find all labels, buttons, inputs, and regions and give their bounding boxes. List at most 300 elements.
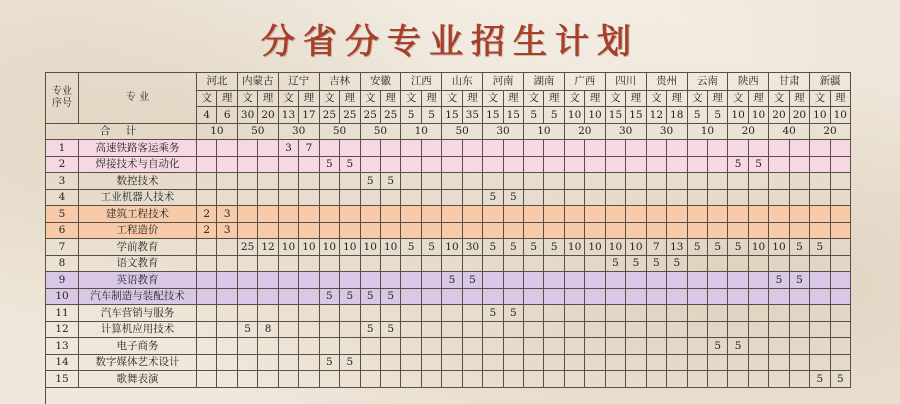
quota-cell [728,272,748,289]
quota-cell [524,355,544,372]
science-label: 理 [463,91,483,107]
quota-cell: 5 [728,157,748,174]
quota-cell: 5 [340,289,360,306]
quota-cell [279,355,299,372]
science-label: 理 [544,91,564,107]
quota-cell [320,305,340,322]
quota-cell [831,272,851,289]
quota-cell [544,305,564,322]
science-quota: 10 [585,107,605,124]
quota-cell [422,140,442,157]
quota-cell [790,223,810,240]
quota-cell [544,272,564,289]
quota-cell [217,140,237,157]
quota-cell [524,157,544,174]
quota-cell [749,256,769,273]
quota-cell: 5 [647,256,667,273]
quota-cell [483,157,503,174]
quota-cell [279,322,299,339]
quota-cell [401,223,421,240]
quota-cell [463,338,483,355]
quota-cell [626,157,646,174]
quota-cell [667,173,687,190]
quota-cell [340,338,360,355]
quota-cell [769,322,789,339]
province-name: 山东 [442,73,483,91]
science-label: 理 [422,91,442,107]
arts-quota: 13 [279,107,299,124]
quota-cell [238,289,258,306]
major-index: 13 [46,338,79,355]
quota-cell: 5 [769,272,789,289]
quota-cell [524,371,544,388]
quota-cell [606,338,626,355]
major-index: 8 [46,256,79,273]
quota-cell [422,289,442,306]
quota-cell [320,206,340,223]
quota-cell [279,173,299,190]
science-quota: 5 [422,107,442,124]
province-name: 四川 [606,73,647,91]
science-label: 理 [708,91,728,107]
quota-cell [667,355,687,372]
quota-cell [769,256,789,273]
science-label: 理 [381,91,401,107]
quota-cell [197,173,217,190]
quota-cell [217,157,237,174]
quota-cell [524,272,544,289]
arts-quota: 30 [238,107,258,124]
quota-cell: 5 [749,157,769,174]
quota-cell [688,256,708,273]
quota-cell [831,305,851,322]
quota-cell [217,305,237,322]
quota-cell [524,289,544,306]
quota-cell [504,256,524,273]
quota-cell [197,190,217,207]
province-name: 广西 [565,73,606,91]
quota-cell [606,190,626,207]
quota-cell [401,338,421,355]
quota-cell [279,371,299,388]
quota-cell [340,173,360,190]
quota-cell [647,289,667,306]
quota-cell [442,355,462,372]
quota-cell: 10 [381,239,401,256]
quota-cell [361,371,381,388]
quota-cell: 5 [320,289,340,306]
science-quota: 10 [749,107,769,124]
quota-cell: 5 [483,305,503,322]
quota-cell [769,140,789,157]
province-total: 30 [279,124,320,141]
quota-cell [647,305,667,322]
quota-cell [688,272,708,289]
quota-cell [422,256,442,273]
quota-cell [831,223,851,240]
quota-cell [340,371,360,388]
total-label: 合 计 [46,124,197,141]
quota-cell [381,206,401,223]
quota-cell [810,322,830,339]
science-quota: 25 [381,107,401,124]
quota-cell [320,371,340,388]
province-name: 陕西 [728,73,769,91]
quota-cell [422,206,442,223]
quota-cell: 5 [708,239,728,256]
quota-cell: 5 [381,322,401,339]
quota-cell [749,206,769,223]
quota-cell [790,206,810,223]
major-index: 14 [46,355,79,372]
quota-cell [667,272,687,289]
quota-cell [340,256,360,273]
quota-cell [565,322,585,339]
quota-cell [258,190,278,207]
quota-cell [749,272,769,289]
quota-cell [728,140,748,157]
quota-cell: 5 [463,272,483,289]
arts-label: 文 [442,91,462,107]
quota-cell [585,206,605,223]
quota-cell [790,355,810,372]
quota-cell [299,338,319,355]
quota-cell [626,272,646,289]
science-label: 理 [258,91,278,107]
quota-cell [565,223,585,240]
quota-cell [606,272,626,289]
quota-cell [790,190,810,207]
major-name: 汽车营销与服务 [79,305,197,322]
quota-cell [238,206,258,223]
major-name: 歌舞表演 [79,371,197,388]
quota-cell [749,355,769,372]
major-index: 15 [46,371,79,388]
arts-label: 文 [361,91,381,107]
quota-cell: 5 [381,289,401,306]
quota-cell [585,256,605,273]
quota-cell [728,223,748,240]
quota-cell [401,371,421,388]
quota-cell [340,322,360,339]
quota-cell [299,223,319,240]
quota-cell [463,157,483,174]
quota-cell [483,223,503,240]
quota-cell: 5 [504,305,524,322]
arts-quota: 5 [401,107,421,124]
quota-cell [831,173,851,190]
science-quota: 20 [790,107,810,124]
quota-cell [361,157,381,174]
science-label: 理 [504,91,524,107]
quota-cell [340,305,360,322]
quota-cell [688,371,708,388]
quota-cell [544,173,564,190]
quota-cell [504,338,524,355]
major-name: 工程造价 [79,223,197,240]
arts-label: 文 [565,91,585,107]
science-label: 理 [749,91,769,107]
quota-cell [504,355,524,372]
quota-cell [565,206,585,223]
quota-cell [279,190,299,207]
arts-quota: 5 [688,107,708,124]
quota-cell [238,157,258,174]
quota-cell: 5 [483,239,503,256]
quota-cell [565,371,585,388]
quota-cell [422,355,442,372]
quota-cell [524,140,544,157]
quota-cell [524,223,544,240]
quota-cell [790,140,810,157]
quota-cell [258,223,278,240]
quota-cell: 3 [279,140,299,157]
science-label: 理 [299,91,319,107]
quota-cell [810,140,830,157]
arts-quota: 25 [361,107,381,124]
major-index: 10 [46,289,79,306]
quota-cell [728,305,748,322]
province-total: 30 [606,124,647,141]
quota-cell: 5 [667,256,687,273]
quota-cell [810,157,830,174]
quota-cell [708,206,728,223]
quota-cell [197,305,217,322]
quota-cell: 5 [728,239,748,256]
quota-cell: 10 [585,239,605,256]
arts-quota: 10 [810,107,830,124]
quota-cell [585,371,605,388]
quota-cell: 5 [483,190,503,207]
quota-cell [238,173,258,190]
quota-cell [217,256,237,273]
quota-cell [524,173,544,190]
quota-cell [667,206,687,223]
arts-quota: 4 [197,107,217,124]
quota-cell [585,289,605,306]
quota-cell [728,256,748,273]
quota-cell [565,338,585,355]
quota-cell [320,272,340,289]
quota-cell: 5 [544,239,564,256]
quota-cell [585,157,605,174]
quota-cell [688,305,708,322]
quota-cell [217,173,237,190]
quota-cell [749,338,769,355]
quota-cell [667,289,687,306]
quota-cell: 2 [197,223,217,240]
quota-cell [769,355,789,372]
quota-cell [647,355,667,372]
quota-cell [626,371,646,388]
quota-cell [565,256,585,273]
quota-cell [299,190,319,207]
quota-cell [749,223,769,240]
quota-cell [606,322,626,339]
quota-cell [769,157,789,174]
quota-cell: 5 [320,355,340,372]
quota-cell [544,157,564,174]
quota-cell [217,190,237,207]
quota-cell [708,223,728,240]
major-name: 电子商务 [79,338,197,355]
major-name: 汽车制造与装配技术 [79,289,197,306]
quota-cell [299,371,319,388]
major-index: 2 [46,157,79,174]
quota-cell [442,223,462,240]
quota-cell: 8 [258,322,278,339]
quota-cell: 5 [728,338,748,355]
major-index: 5 [46,206,79,223]
quota-cell [524,256,544,273]
quota-cell [361,206,381,223]
quota-cell [544,256,564,273]
quota-cell [197,338,217,355]
quota-cell [238,355,258,372]
quota-cell [422,223,442,240]
quota-cell [381,140,401,157]
quota-cell: 5 [810,239,830,256]
quota-cell [320,190,340,207]
quota-cell [688,355,708,372]
quota-cell: 5 [688,239,708,256]
quota-cell [708,289,728,306]
quota-cell: 10 [606,239,626,256]
science-quota: 6 [217,107,237,124]
quota-cell [442,256,462,273]
quota-cell [258,256,278,273]
quota-cell [504,223,524,240]
quota-cell [565,289,585,306]
quota-cell [504,140,524,157]
quota-cell [422,371,442,388]
quota-cell [401,173,421,190]
quota-cell [647,173,667,190]
quota-cell [647,371,667,388]
science-quota: 5 [708,107,728,124]
quota-cell [749,371,769,388]
quota-cell: 5 [606,256,626,273]
quota-cell [565,173,585,190]
quota-cell [565,157,585,174]
arts-label: 文 [401,91,421,107]
quota-cell [688,140,708,157]
quota-cell [381,256,401,273]
quota-cell: 10 [565,239,585,256]
major-name: 工业机器人技术 [79,190,197,207]
quota-cell [647,322,667,339]
quota-cell: 5 [524,239,544,256]
quota-cell [422,338,442,355]
quota-cell [504,322,524,339]
quota-cell [524,322,544,339]
quota-cell [585,173,605,190]
province-total: 50 [361,124,402,141]
science-quota: 10 [831,107,851,124]
quota-cell: 12 [258,239,278,256]
quota-cell [831,190,851,207]
quota-cell [483,256,503,273]
quota-cell [544,289,564,306]
science-label: 理 [667,91,687,107]
quota-cell [381,355,401,372]
quota-cell [279,305,299,322]
arts-quota: 12 [647,107,667,124]
page-title: 分省分专业招生计划 [261,22,639,62]
quota-cell [667,140,687,157]
quota-cell [544,140,564,157]
quota-cell [626,289,646,306]
quota-cell [197,289,217,306]
quota-cell [463,371,483,388]
quota-cell [197,272,217,289]
science-quota: 17 [299,107,319,124]
major-name: 建筑工程技术 [79,206,197,223]
quota-cell: 5 [790,272,810,289]
province-name: 内蒙古 [238,73,279,91]
quota-cell [565,140,585,157]
quota-cell [381,371,401,388]
quota-cell [544,371,564,388]
quota-cell [831,338,851,355]
quota-cell [708,322,728,339]
quota-cell [442,206,462,223]
quota-cell [647,157,667,174]
province-name: 吉林 [320,73,361,91]
quota-cell [238,371,258,388]
quota-cell [279,223,299,240]
quota-cell: 10 [320,239,340,256]
quota-cell [544,190,564,207]
quota-cell [401,190,421,207]
quota-cell [258,272,278,289]
quota-cell [361,355,381,372]
quota-cell [831,157,851,174]
quota-cell [708,140,728,157]
quota-cell [728,322,748,339]
quota-cell [422,272,442,289]
quota-cell [299,256,319,273]
quota-cell [442,305,462,322]
quota-cell [401,272,421,289]
quota-cell [381,305,401,322]
quota-cell [238,190,258,207]
arts-label: 文 [688,91,708,107]
quota-cell [769,206,789,223]
quota-cell [401,157,421,174]
arts-label: 文 [769,91,789,107]
quota-cell: 5 [422,239,442,256]
quota-cell [361,338,381,355]
province-name: 辽宁 [279,73,320,91]
quota-cell [463,223,483,240]
province-total: 50 [238,124,279,141]
quota-cell [463,355,483,372]
major-index: 9 [46,272,79,289]
quota-cell [504,272,524,289]
quota-cell [238,223,258,240]
quota-cell [381,272,401,289]
quota-cell [422,190,442,207]
province-total: 20 [728,124,769,141]
quota-cell [279,289,299,306]
quota-cell [667,371,687,388]
quota-cell [606,157,626,174]
quota-cell: 5 [361,322,381,339]
quota-cell [483,289,503,306]
quota-cell [401,355,421,372]
province-total: 30 [647,124,688,141]
